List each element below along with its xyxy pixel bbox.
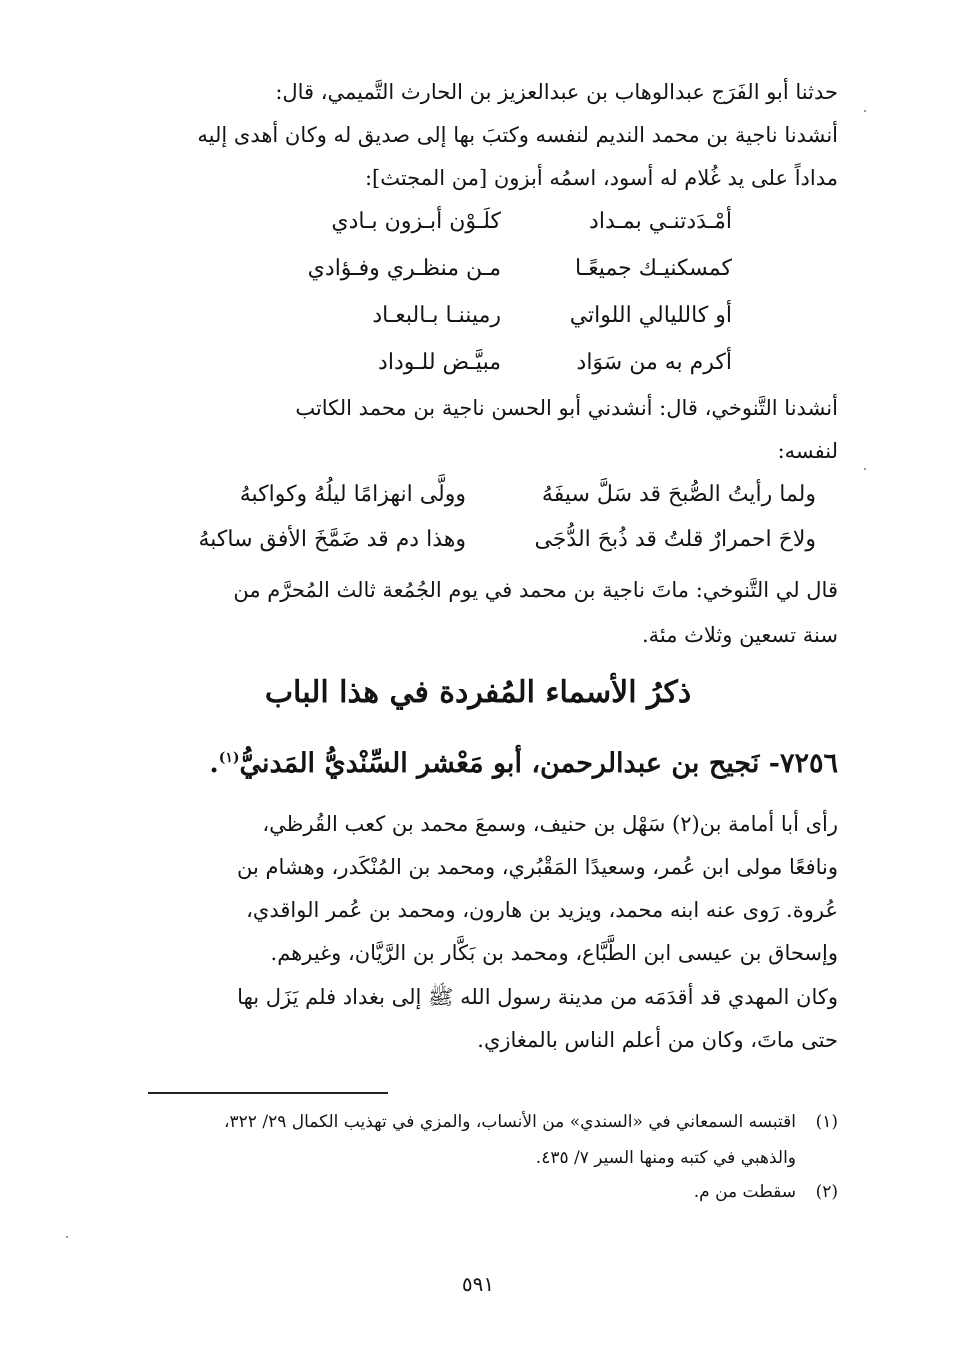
intro-line-3: مداداً على يد غُلام له أسود، اسمُه أبزون [من المجتث]: xyxy=(364,166,838,190)
intro-line-1: حدثنا أبو الفَرَج عبدالوهاب بن عبدالعزيز بن الحارث التَّميمي، قال: xyxy=(275,80,838,104)
mid-line-2: لنفسه: xyxy=(777,439,838,463)
entry-title xyxy=(209,748,838,779)
bio-line-1: رأى أبا أمامة بن(٢) سَهْل بن حنيف، وسمعَ محمد بن كعب القُرظي، xyxy=(262,812,838,836)
entry-period: . xyxy=(209,748,219,779)
bio-line-4: وإسحاق بن عيسى ابن الطَّبَّاع، ومحمد بن بَكَّار بن الرَّيَّان، وغيرهم. xyxy=(270,941,838,965)
poem1-verse-3-a: أو كالليالي اللواتي xyxy=(569,303,732,328)
section-heading: ذكرُ الأسماء المُفردة في هذا الباب xyxy=(264,675,692,710)
footnote-1-text: اقتبسه السمعاني في «السندي» من الأنساب، والمزي في تهذيب الكمال ٢٩/ ٣٢٢، xyxy=(224,1112,796,1132)
intro-line-2: أنشدنا ناجية بن محمد النديم لنفسه وكتبَ بها إلى صديق له وكان أهدى إليه xyxy=(197,123,838,147)
footnote-separator xyxy=(148,1092,388,1094)
poem2-verse-2-b: وهذا دم قد ضَمَّخَ الأفق ساكبهُ xyxy=(198,527,466,552)
entry-number: ٧٢٥٦- xyxy=(768,748,838,779)
footnote-1-number: (١) xyxy=(815,1112,838,1132)
poem2-verse-1-b: وولَّى انهزامًا ليلُهُ وكواكبهُ xyxy=(239,482,466,507)
poem1-verse-1-a: أمْـدَدتنـي بمـداد xyxy=(589,209,732,234)
footnote-1b-text: والذهبي في كتبه ومنها السير ٧/ ٤٣٥. xyxy=(535,1148,796,1168)
entry-name: نَجيح بن عبدالرحمن، أبو مَعْشر السِّنْديُّ المَدنيُّ xyxy=(239,748,760,779)
poem1-verse-4-b: مبيَّـض للـوداد xyxy=(378,350,501,375)
poem1-verse-1-b: كلَـوْن أبـزون بـادي xyxy=(331,209,501,234)
footnote-2-text: سقطت من م. xyxy=(693,1182,796,1202)
footnote-2 xyxy=(694,1182,838,1202)
poem1-verse-4-a: أكرم به من سَوَاد xyxy=(576,350,732,375)
mid-line-1: أنشدنا التَّنوخي، قال: أنشدني أبو الحسن ناجية بن محمد الكاتب xyxy=(295,396,838,420)
mahdi-line-2: حتى ماتَ، وكان من أعلم الناس بالمغازي. xyxy=(477,1028,838,1052)
death-line-1: قال لي التَّنوخي: ماتَ ناجية بن محمد في يوم الجُمُعة ثالث المُحرَّم من xyxy=(233,578,838,602)
poem1-verse-3-b: رميننـا بـالبعـاد xyxy=(372,303,501,328)
bio-line-3: عُروة. رَوى عنه ابنه محمد، ويزيد بن هارون، ومحمد بن عُمر الواقدي، xyxy=(246,898,838,922)
poem2-verse-1-a: ولما رأيتُ الصُّبحَ قد سَلَّ سيفَهُ xyxy=(541,482,816,507)
footnote-2-number: (٢) xyxy=(815,1182,838,1202)
footnote-1-continued xyxy=(536,1148,838,1168)
scan-speck xyxy=(864,468,866,470)
entry-footnote-ref: (١) xyxy=(218,750,240,766)
poem2-verse-2-a: ولاحَ احمرارٌ قلتُ قد ذُبحَ الدُّجَى xyxy=(534,527,816,552)
scan-speck xyxy=(864,110,866,112)
page-number: ٥٩١ xyxy=(461,1272,495,1296)
poem1-verse-2-b: مـن منظـري وفـؤادي xyxy=(307,256,501,281)
bio-line-2: ونافعًا مولى ابن عُمر، وسعيدًا المَقْبُري، ومحمد بن المُنْكَدر، وهشام بن xyxy=(237,855,838,879)
poem1-verse-2-a: كمسكنيـك جميعًـا xyxy=(575,256,732,281)
scan-speck xyxy=(66,1236,68,1238)
death-line-2: سنة تسعين وثلاث مئة. xyxy=(641,623,838,647)
mahdi-line-1: وكان المهدي قد أقدَمَه من مدينة رسول الله ﷺ إلى بغداد فلم يَزَل بها xyxy=(237,985,838,1009)
footnote-1 xyxy=(224,1112,838,1132)
